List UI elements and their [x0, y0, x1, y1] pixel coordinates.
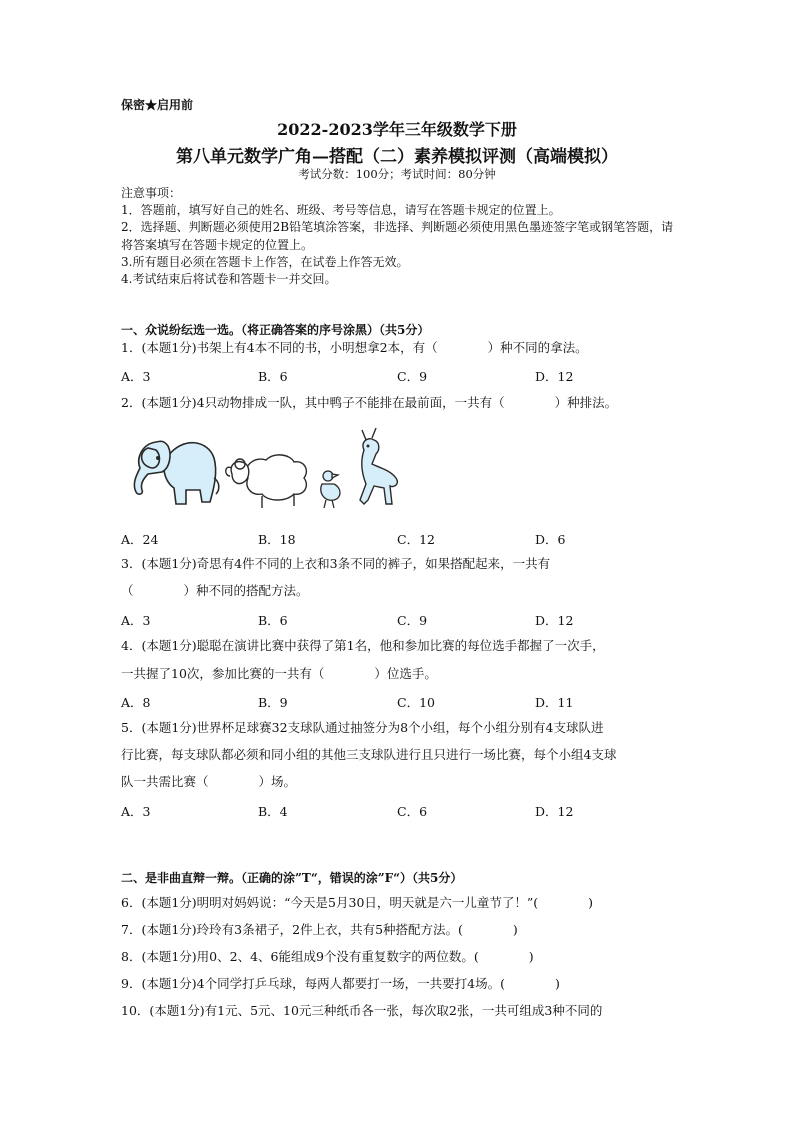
exam-meta: 考试分数：100分；考试时间：80分钟: [298, 167, 496, 181]
question-9: 9．(本题1分)4个同学打乒乓球，每两人都要打一场，一共要打4场。( ): [121, 976, 560, 991]
exam-title-unit: 第八单元数学广角—搭配（二）素养模拟评测（高端模拟）: [176, 147, 618, 167]
animals-svg: [128, 428, 410, 518]
option-b[interactable]: B．4: [258, 804, 288, 819]
option-d[interactable]: D．6: [535, 532, 566, 547]
deer-icon: [360, 428, 397, 504]
question-3-line1: 3．(本题1分)奇思有4件不同的上衣和3条不同的裤子，如果搭配起来，一共有: [121, 556, 551, 571]
question-3-line2: （ ）种不同的搭配方法。: [121, 583, 309, 598]
option-d[interactable]: D．11: [535, 695, 574, 710]
option-c[interactable]: C．10: [397, 695, 435, 710]
option-b[interactable]: B．18: [258, 532, 296, 547]
question-2-options: [121, 530, 681, 550]
option-c[interactable]: C．9: [397, 369, 428, 384]
question-10: 10．(本题1分)有1元、5元、10元三种纸币各一张，每次取2张，一共可组成3种不同的: [121, 1003, 603, 1018]
sheep-icon: [226, 455, 307, 508]
option-b[interactable]: B．6: [258, 369, 288, 384]
notes-heading: 注意事项：: [121, 186, 182, 200]
note-item: 4.考试结束后将试卷和答题卡一并交回。: [121, 272, 337, 287]
option-a[interactable]: A．24: [121, 532, 159, 547]
section1-title: 一、众说纷纭选一选。（将正确答案的序号涂黑）（共5分）: [121, 323, 430, 337]
question-5-options: [121, 802, 681, 822]
note-item: 3.所有题目必须在答题卡上作答，在试卷上作答无效。: [121, 254, 409, 269]
animals-illustration: [128, 428, 410, 518]
section2-title: 二、是非曲直辩一辩。（正确的涂”T“，错误的涂”F“）（共5分）: [121, 871, 463, 885]
notes-block: [121, 185, 681, 288]
option-a[interactable]: A．8: [121, 695, 151, 710]
exam-title-year: 2022-2023学年三年级数学下册: [277, 120, 517, 139]
question-5-line2: 行比赛，每支球队都必须和同小组的其他三支球队进行且只进行一场比赛，每个小组4支球: [121, 747, 617, 762]
question-5-line1: 5．(本题1分)世界杯足球赛32支球队通过抽签分为8个小组，每个小组分别有4支球队进: [121, 720, 604, 735]
option-d[interactable]: D．12: [535, 804, 574, 819]
option-a[interactable]: A．3: [121, 369, 151, 384]
question-1-options: [121, 367, 681, 387]
question-3-options: [121, 611, 681, 631]
question-1: 1．(本题1分)书架上有4本不同的书，小明想拿2本，有（ ）种不同的拿法。: [121, 340, 588, 355]
elephant-icon: [134, 441, 218, 504]
question-2: 2．(本题1分)4只动物排成一队，其中鸭子不能排在最前面，一共有（ ）种排法。: [121, 395, 618, 410]
question-8: 8．(本题1分)用0、2、4、6能组成9个没有重复数字的两位数。( ): [121, 949, 534, 964]
question-4-line2: 一共握了10次，参加比赛的一共有（ ）位选手。: [121, 666, 437, 681]
question-6: 6．(本题1分)明明对妈妈说：“今天是5月30日，明天就是六一儿童节了！”( ): [121, 895, 594, 910]
question-4-options: [121, 693, 681, 713]
option-d[interactable]: D．12: [535, 369, 574, 384]
option-b[interactable]: B．6: [258, 613, 288, 628]
option-d[interactable]: D．12: [535, 613, 574, 628]
option-c[interactable]: C．6: [397, 804, 428, 819]
question-7: 7．(本题1分)玲玲有3条裙子，2件上衣，共有5种搭配方法。( ): [121, 922, 518, 937]
note-item: 1．答题前，填写好自己的姓名、班级、考号等信息，请写在答题卡规定的位置上。: [121, 203, 561, 218]
option-a[interactable]: A．3: [121, 804, 151, 819]
option-b[interactable]: B．9: [258, 695, 288, 710]
option-a[interactable]: A．3: [121, 613, 151, 628]
secret-label: 保密★启用前: [121, 98, 194, 112]
question-5-line3: 队一共需比赛（ ）场。: [121, 774, 297, 789]
option-c[interactable]: C．9: [397, 613, 428, 628]
note-item: 2．选择题、判断题必须使用2B铅笔填涂答案，非选择、判断题必须使用黑色墨迹签字笔或钢笔答题，请将答案填写在答题卡规定的位置上。: [121, 220, 674, 252]
option-c[interactable]: C．12: [397, 532, 435, 547]
question-4-line1: 4．(本题1分)聪聪在演讲比赛中获得了第1名，他和参加比赛的每位选手都握了一次手，: [121, 638, 605, 653]
duck-icon: [321, 471, 340, 508]
